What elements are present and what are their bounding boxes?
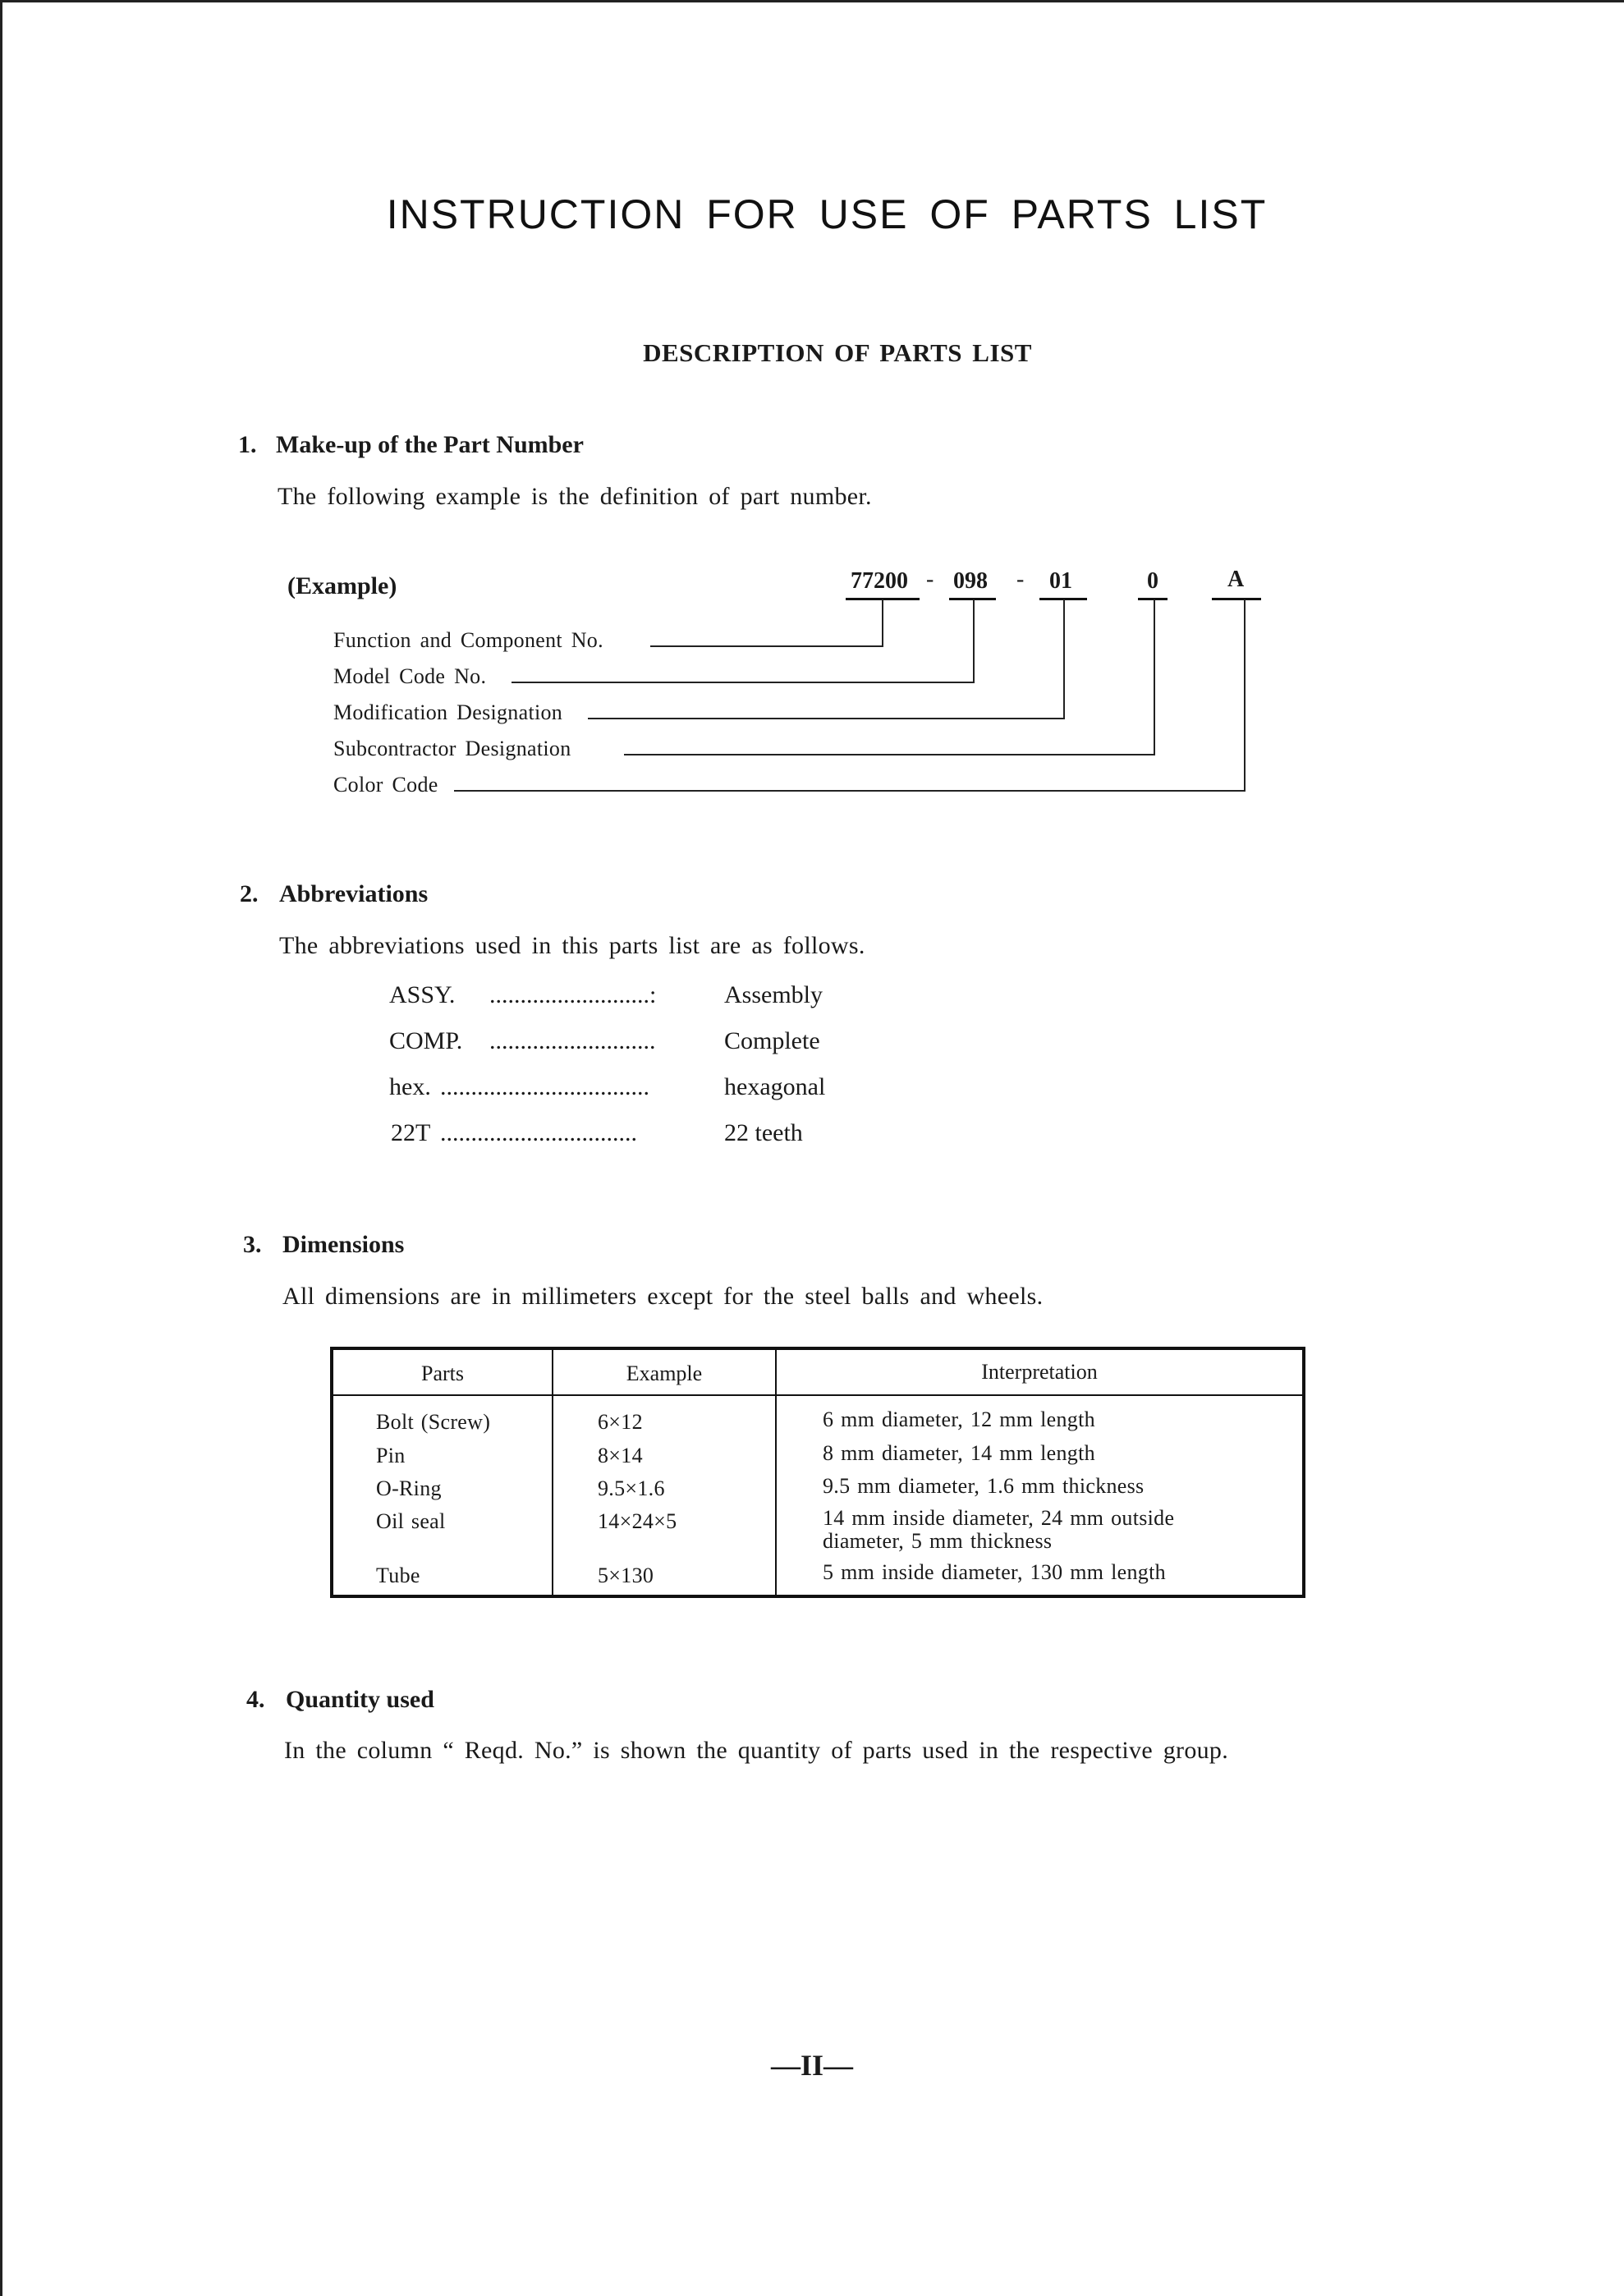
code-subcontractor: 0 <box>1147 568 1158 594</box>
section4-number: 4. <box>246 1686 265 1713</box>
code-subcontractor-underline <box>1138 598 1168 600</box>
abbr-meaning: 22 teeth <box>724 1119 803 1146</box>
table-cell-interpretation: 8 mm diameter, 14 mm length <box>823 1441 1095 1465</box>
section4-title: Quantity used <box>286 1686 434 1713</box>
abbr-term: 22T <box>391 1119 431 1146</box>
page-title: INSTRUCTION FOR USE OF PARTS LIST <box>386 191 1268 237</box>
table-cell-part: Tube <box>376 1564 420 1587</box>
leader-function-h <box>650 645 883 647</box>
section3-intro: All dimensions are in millimeters except for the steel balls and wheels. <box>282 1283 1044 1310</box>
leader-modification-v <box>1063 599 1065 719</box>
abbr-meaning: Complete <box>724 1027 820 1054</box>
table-cell-interpretation-cont: diameter, 5 mm thickness <box>823 1529 1053 1553</box>
page-number: —II— <box>770 2049 854 2082</box>
code-dash-1: - <box>926 567 934 592</box>
section1-title: Make-up of the Part Number <box>276 431 584 458</box>
table-header-interpretation: Interpretation <box>981 1360 1098 1384</box>
leader-function-v <box>882 599 883 647</box>
table-cell-example: 9.5×1.6 <box>598 1476 665 1500</box>
table-header-divider <box>330 1394 1305 1396</box>
table-cell-part: Bolt (Screw) <box>376 1410 491 1434</box>
label-subcontractor: Subcontractor Designation <box>333 737 571 760</box>
table-cell-interpretation: 14 mm inside diameter, 24 mm outside <box>823 1506 1175 1530</box>
section2-number: 2. <box>240 880 259 907</box>
table-cell-part: O-Ring <box>376 1476 442 1500</box>
page-subtitle: DESCRIPTION OF PARTS LIST <box>643 338 1032 367</box>
abbr-dots: ................................ <box>440 1119 637 1146</box>
leader-subcontractor-v <box>1154 599 1155 755</box>
abbr-term: ASSY. <box>389 981 456 1008</box>
section3-title: Dimensions <box>282 1231 405 1258</box>
table-header-example: Example <box>626 1362 703 1385</box>
table-cell-example: 6×12 <box>598 1410 643 1434</box>
label-modification: Modification Designation <box>333 700 563 724</box>
leader-subcontractor-h <box>624 754 1154 755</box>
abbr-dots: ........................... <box>489 1027 656 1054</box>
table-cell-example: 5×130 <box>598 1564 654 1587</box>
code-function: 77200 <box>851 568 908 594</box>
abbr-dots: .................................. <box>440 1073 649 1100</box>
section1-number: 1. <box>238 431 257 458</box>
code-modification: 01 <box>1049 568 1072 594</box>
label-model: Model Code No. <box>333 664 487 688</box>
code-color-underline <box>1212 598 1261 600</box>
table-cell-example: 8×14 <box>598 1444 643 1467</box>
code-color: A <box>1227 567 1245 592</box>
leader-color-h <box>454 790 1246 792</box>
example-label: (Example) <box>287 572 397 599</box>
leader-model-v <box>973 599 975 683</box>
section2-title: Abbreviations <box>279 880 429 907</box>
leader-model-h <box>512 682 974 683</box>
table-cell-interpretation: 9.5 mm diameter, 1.6 mm thickness <box>823 1474 1145 1498</box>
label-function: Function and Component No. <box>333 628 603 652</box>
table-cell-part: Oil seal <box>376 1509 446 1533</box>
section4-text: In the column “ Reqd. No.” is shown the quantity of parts used in the respective group. <box>284 1737 1229 1764</box>
section1-intro: The following example is the definition of part number. <box>278 483 872 510</box>
abbr-meaning: hexagonal <box>724 1073 826 1100</box>
table-cell-interpretation: 6 mm diameter, 12 mm length <box>823 1407 1095 1431</box>
section2-intro: The abbreviations used in this parts list are as follows. <box>279 932 865 959</box>
abbr-term: COMP. <box>389 1027 463 1054</box>
code-dash-2: - <box>1016 567 1025 592</box>
table-cell-example: 14×24×5 <box>598 1509 677 1533</box>
code-model: 098 <box>953 568 988 594</box>
label-color: Color Code <box>333 773 438 797</box>
table-cell-part: Pin <box>376 1444 406 1467</box>
page-border-top <box>0 0 1624 2</box>
section3-number: 3. <box>243 1231 262 1258</box>
table-header-parts: Parts <box>421 1362 464 1385</box>
table-cell-interpretation: 5 mm inside diameter, 130 mm length <box>823 1560 1166 1584</box>
abbr-dots: ..........................: <box>489 981 657 1008</box>
abbr-meaning: Assembly <box>724 981 823 1008</box>
leader-color-v <box>1244 599 1246 792</box>
leader-modification-h <box>588 718 1064 719</box>
abbr-term: hex. <box>389 1073 431 1100</box>
